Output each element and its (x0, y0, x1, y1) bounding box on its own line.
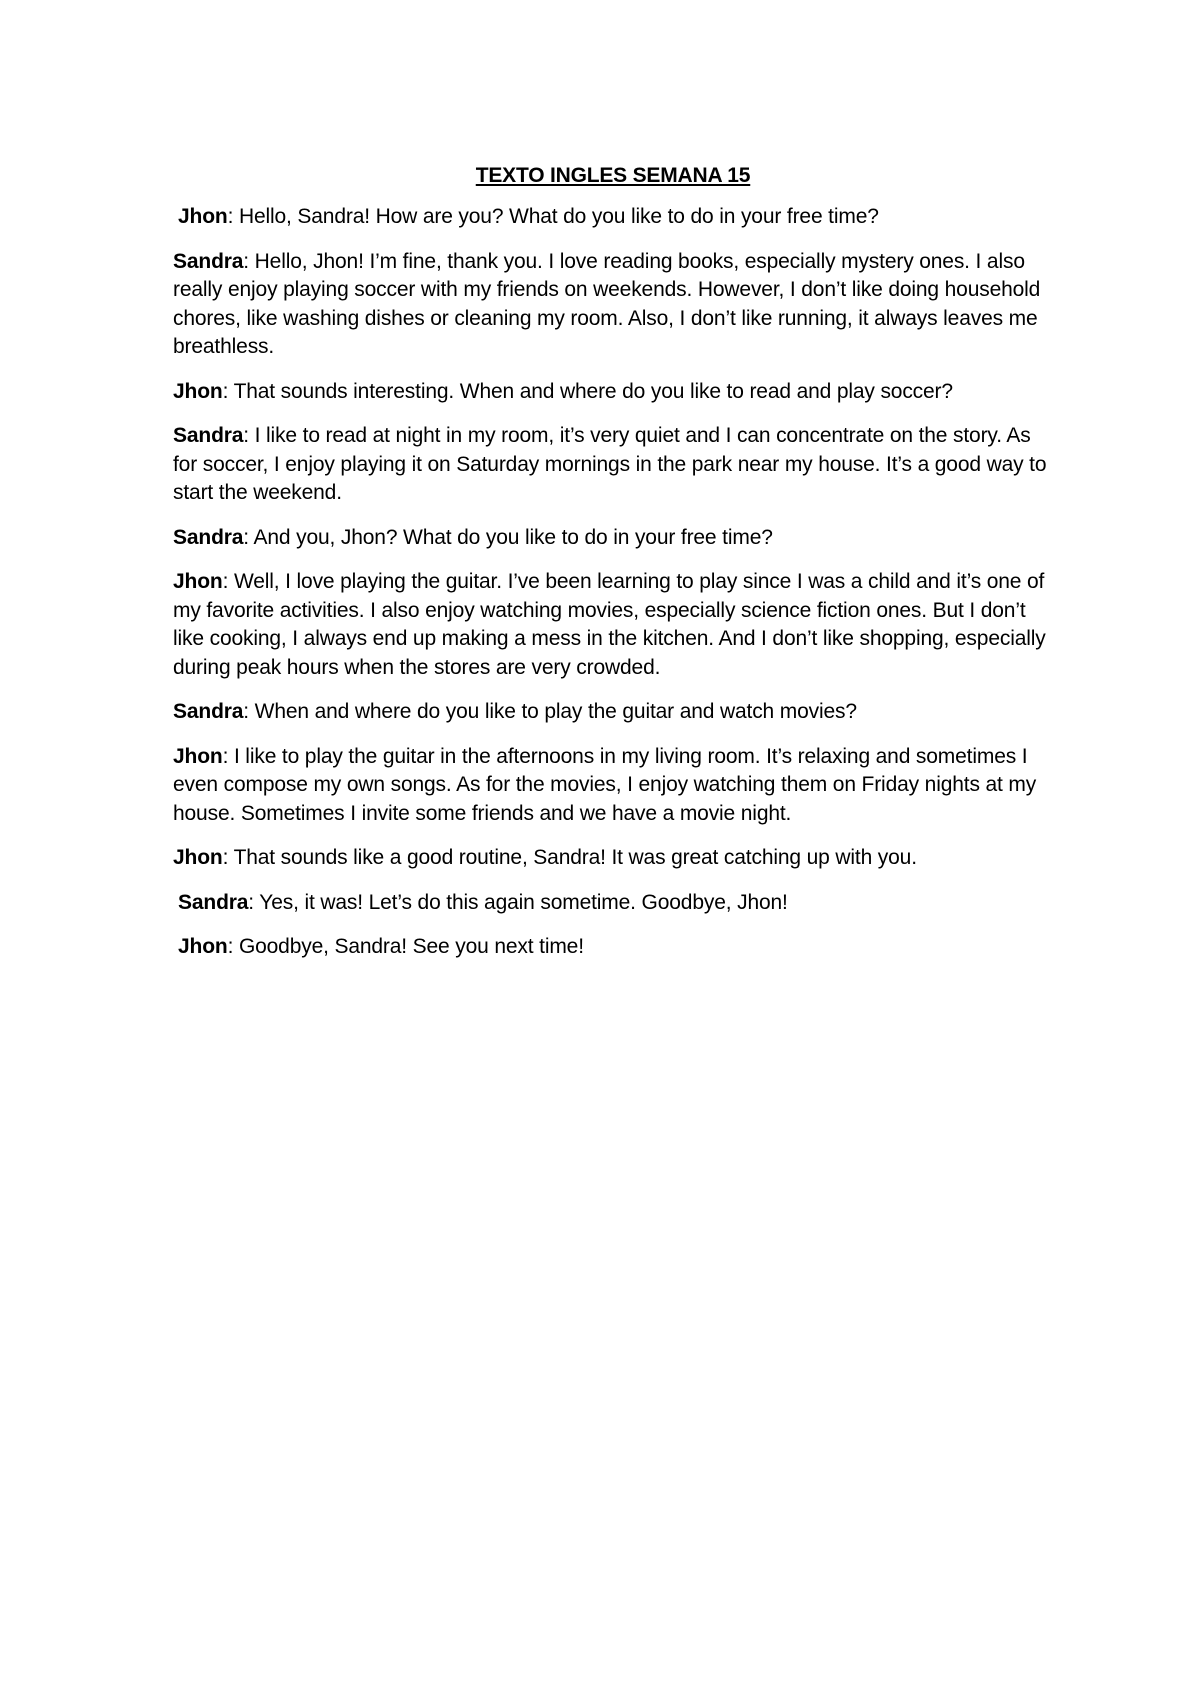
speaker-separator: : (243, 424, 255, 447)
dialogue-text: I like to read at night in my room, it’s very quiet and I can concentrate on the story. As for soccer, I enjoy playing it on Saturday mornings in the park near my house. It’s a good way to start the weekend. (173, 424, 1047, 504)
dialogue-text: Well, I love playing the guitar. I’ve been learning to play since I was a child and it’s one of my favorite activities. I also enjoy watching movies, especially science fiction ones. But I don’t like cooking, I always end up making a mess in the kitchen. And I don’t like shopping, especially during peak hours when the stores are very crowded. (173, 570, 1046, 679)
dialogue-text: That sounds interesting. When and where do you like to read and play soccer? (233, 379, 953, 403)
dialogue-text: Hello, Sandra! How are you? What do you like to do in your free time? (238, 205, 879, 228)
speaker-separator: : (243, 249, 255, 273)
dialogue-line (173, 378, 1053, 407)
dialogue-line (173, 568, 1053, 682)
dialogue-line (173, 203, 1053, 232)
dialogue-line (173, 743, 1053, 829)
dialogue-text: When and where do you like to play the guitar and watch movies? (254, 700, 857, 723)
dialogue-text: Goodbye, Sandra! See you next time! (238, 935, 584, 958)
dialogue-line (173, 844, 1053, 873)
speaker-name: Sandra (173, 424, 244, 447)
speaker-name: Jhon (173, 570, 223, 593)
speaker-separator: : (222, 846, 234, 869)
speaker-name: Sandra (178, 890, 249, 914)
dialogue-line (173, 248, 1053, 362)
speaker-name: Sandra (173, 249, 244, 273)
speaker-name: Jhon (173, 744, 223, 768)
speaker-name: Sandra (173, 525, 244, 549)
speaker-separator: : (222, 570, 234, 593)
speaker-separator: : (222, 744, 234, 768)
dialogue-text: That sounds like a good routine, Sandra! It was great catching up with you. (233, 846, 917, 869)
speaker-name: Sandra (173, 700, 244, 723)
speaker-name: Jhon (173, 379, 223, 403)
dialogue-line (173, 422, 1053, 508)
dialogue-line (173, 698, 1053, 727)
dialogue-text: And you, Jhon? What do you like to do in your free time? (253, 525, 773, 549)
dialogue-line (173, 889, 1053, 918)
speaker-name: Jhon (178, 935, 228, 958)
speaker-separator: : (243, 700, 255, 723)
dialogue-line (173, 933, 1053, 962)
speaker-name: Jhon (173, 846, 223, 869)
speaker-separator: : (222, 379, 234, 403)
speaker-separator: : (227, 205, 239, 228)
document-body (173, 162, 1053, 978)
speaker-separator: : (248, 890, 260, 914)
speaker-separator: : (243, 525, 254, 549)
dialogue-line (173, 524, 1053, 553)
speaker-separator: : (227, 935, 239, 958)
dialogue-text: Hello, Jhon! I’m fine, thank you. I love reading books, especially mystery ones. I also really enjoy playing soccer with my friends on weekends. However, I don’t like doing household chores, like washing dishes or cleaning my room. Also, I don’t like running, it always leaves me breathless. (173, 249, 1041, 358)
document-title: TEXTO INGLES SEMANA 15 (475, 164, 751, 187)
speaker-name: Jhon (178, 205, 228, 228)
dialogue-text: Yes, it was! Let’s do this again sometime. Goodbye, Jhon! (259, 890, 788, 914)
dialogue-text: I like to play the guitar in the afternoons in my living room. It’s relaxing and sometimes I even compose my own songs. As for the movies, I enjoy watching them on Friday nights at my house. Sometimes I invite some friends and we have a movie night. (173, 744, 1037, 825)
